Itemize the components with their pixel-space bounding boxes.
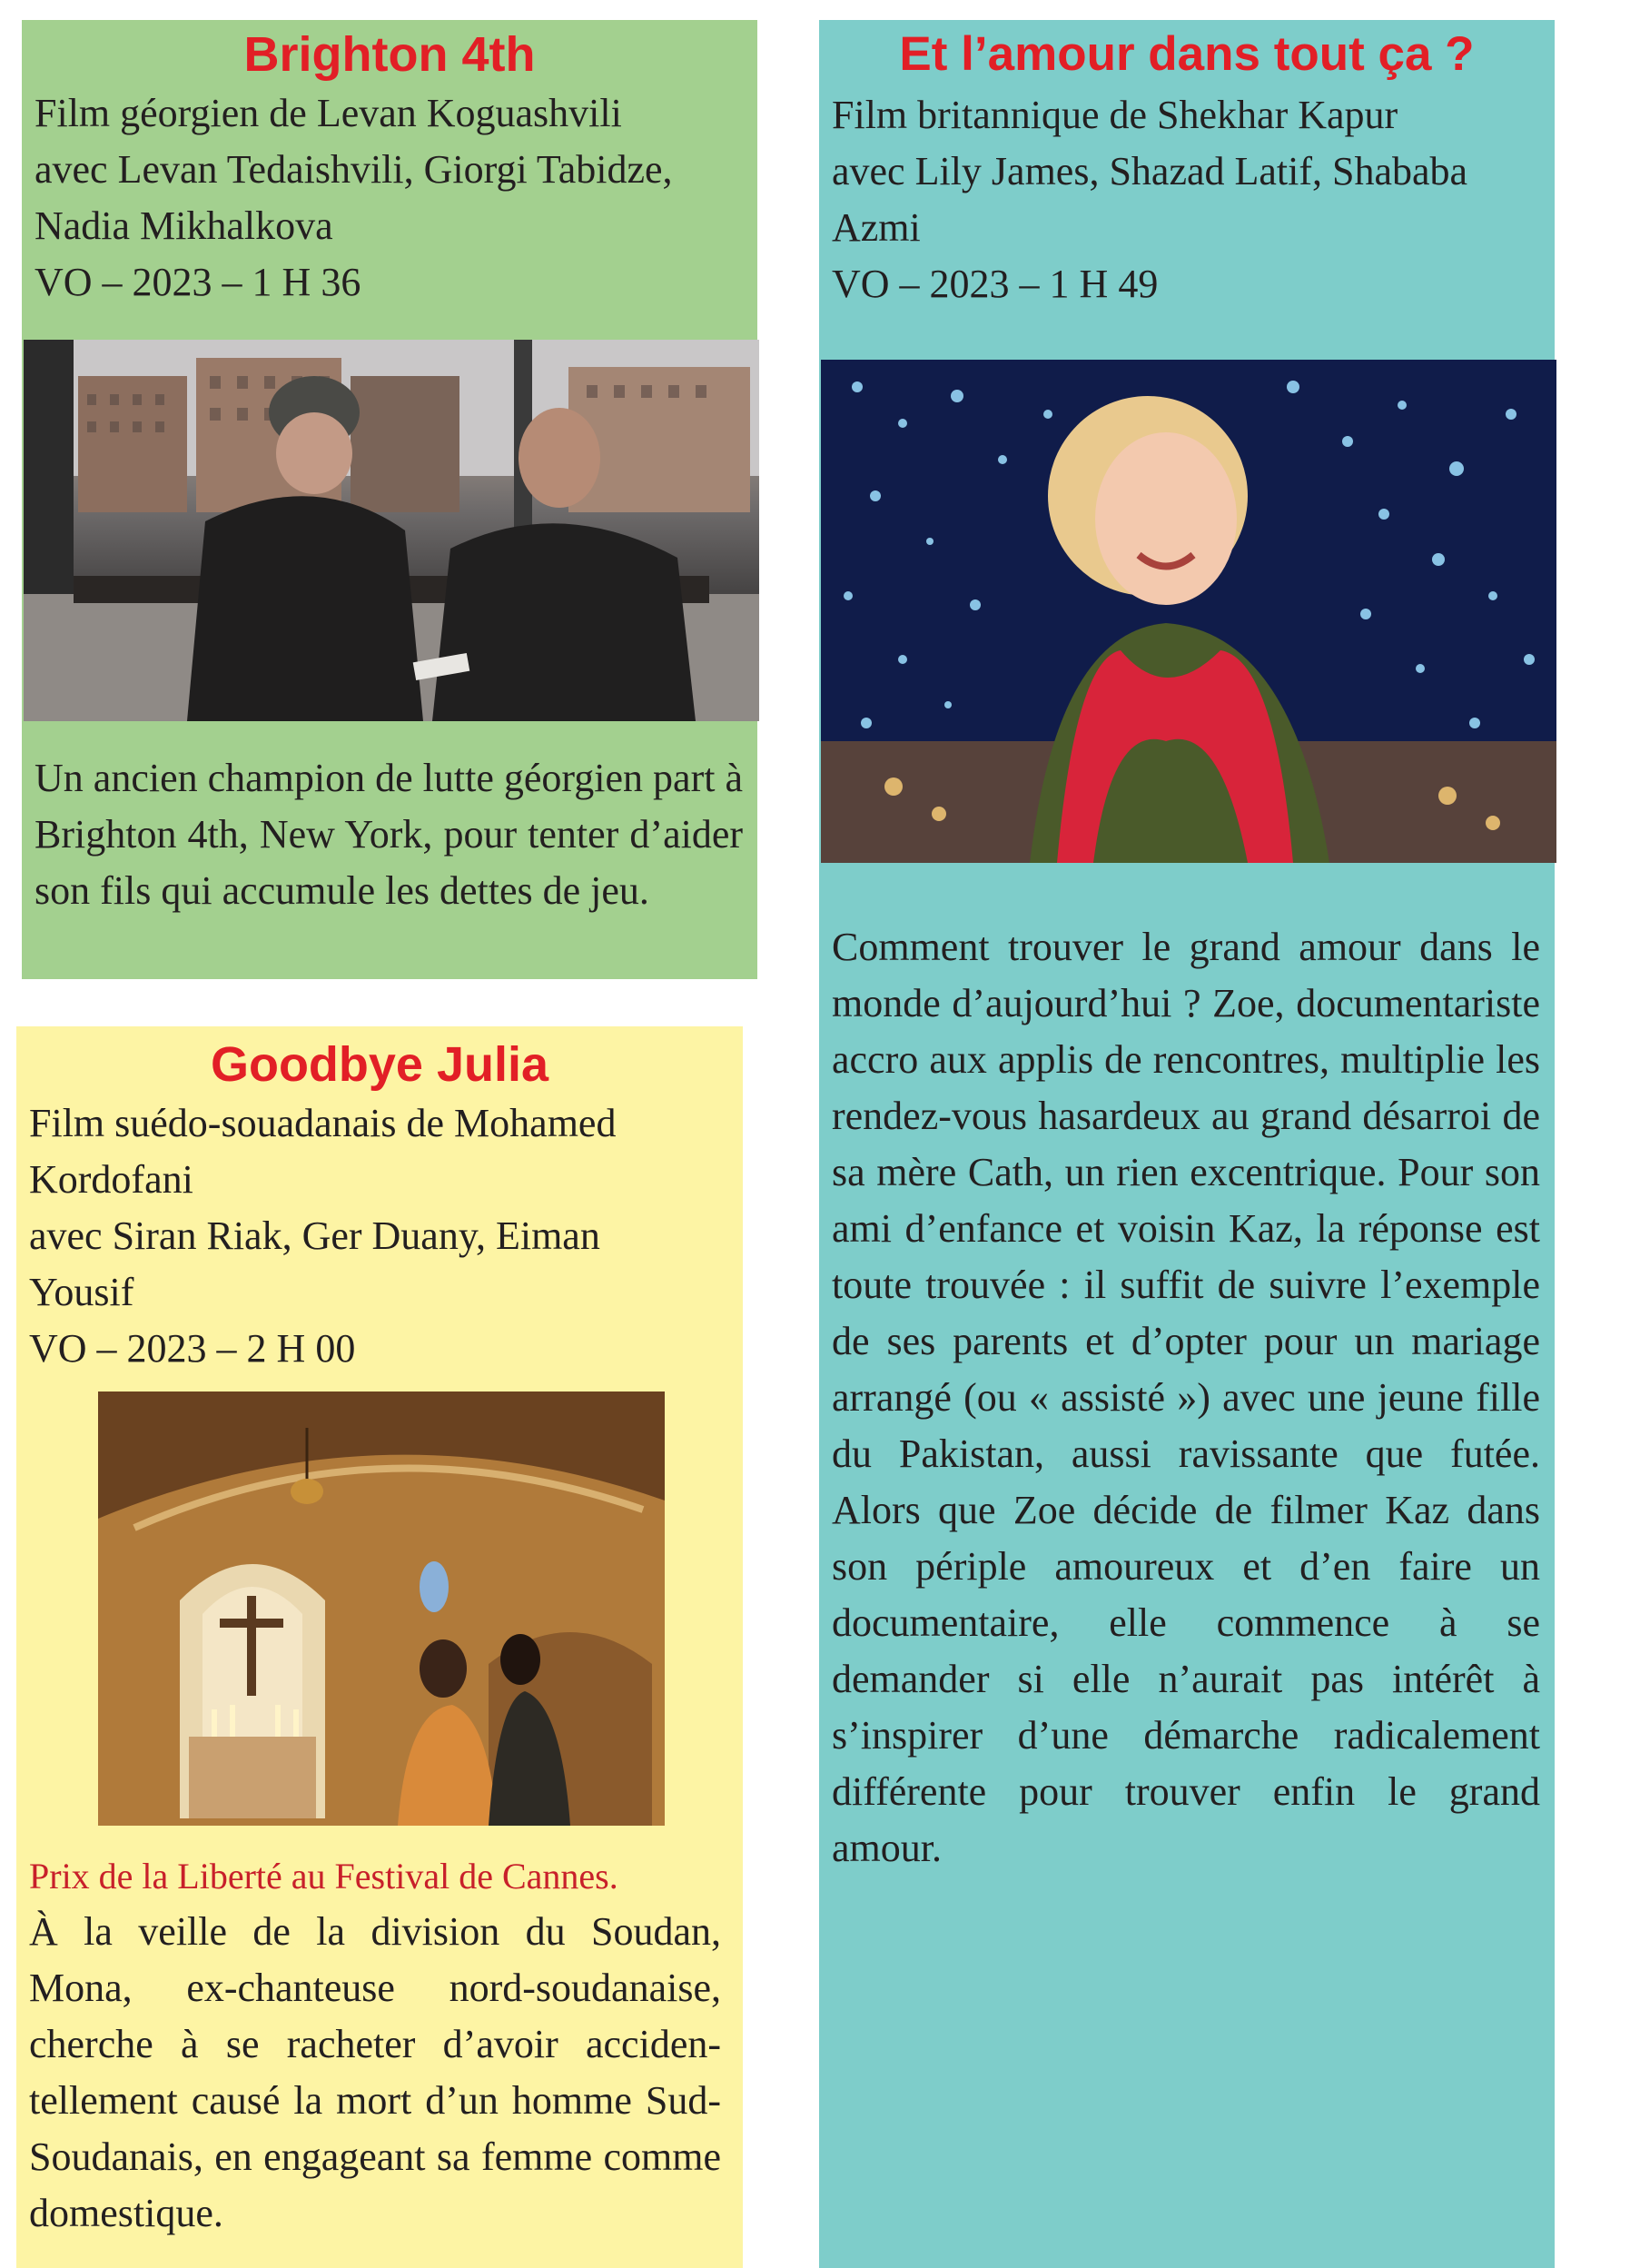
credit-line: avec Lily James, Shazad Latif, Shababa	[832, 149, 1468, 193]
film-synopsis: Un ancien champion de lutte géorgien part à Brighton 4th, New York, pour tenter d’aider son fils qui accumule les dettes de jeu.	[35, 756, 743, 913]
film-card-et-lamour	[819, 20, 1555, 2268]
credit-line: Nadia Mikhalkova	[35, 203, 333, 248]
credit-line: avec Siran Riak, Ger Duany, Eiman	[29, 1213, 600, 1258]
film-synopsis: À la veille de la division du Soudan, Mona, ex-chanteuse nord-soudanaise, cherche à se racheter d’avoir acciden-tellement causé la mort d’un homme Sud-Soudanais, en engageant sa femme comme domestique.	[29, 1909, 721, 2235]
film-credits	[22, 85, 757, 311]
film-still-brighton	[24, 340, 759, 721]
film-credits	[16, 1095, 743, 1377]
film-synopsis: Comment trouver le grand amour dans le monde d’aujourd’hui ? Zoe, documentariste accro aux applis de rencontres, multiplie les rendez-vous hasardeux au grand désarroi de sa mère Cath, un rien excentrique. Pour son ami d’enfance et voisin Kaz, la réponse est toute trouvée : il suffit de suivre l’exemple de ses parents et d’opter pour un mariage arrangé (ou « assisté ») avec une jeune fille du Pakistan, aussi ravissante que futée. Alors que Zoe décide de filmer Kaz dans son périple amoureux et d’en faire un documentaire, elle commence à se demander si elle n’aurait pas intérêt à s’inspirer d’une démarche radicalement différente pour trouver enfin le grand amour.	[832, 925, 1540, 1870]
credit-line: avec Levan Tedaishvili, Giorgi Tabidze,	[35, 147, 673, 192]
still-illustration	[98, 1392, 665, 1826]
credit-line: VO – 2023 – 1 H 36	[35, 260, 361, 304]
film-still-goodbye-julia	[98, 1392, 665, 1826]
credit-line: Film britannique de Shekhar Kapur	[832, 93, 1398, 137]
still-illustration	[821, 360, 1556, 863]
still-illustration	[24, 340, 759, 721]
award-note: Prix de la Liberté au Festival de Cannes.	[29, 1856, 618, 1897]
credit-line: Azmi	[832, 205, 921, 250]
film-title: Brighton 4th	[243, 27, 536, 82]
film-still-et-lamour	[821, 360, 1556, 863]
credit-line: Kordofani	[29, 1157, 193, 1202]
credit-line: Film géorgien de Levan Koguashvili	[35, 91, 622, 135]
film-credits	[819, 87, 1555, 312]
credit-line: Yousif	[29, 1270, 134, 1314]
film-title: Goodbye Julia	[210, 1037, 549, 1092]
film-title: Et l’amour dans tout ça ?	[899, 27, 1475, 81]
credit-line: VO – 2023 – 2 H 00	[29, 1326, 356, 1371]
credit-line: VO – 2023 – 1 H 49	[832, 262, 1159, 306]
credit-line: Film suédo-souadanais de Mohamed	[29, 1101, 617, 1145]
